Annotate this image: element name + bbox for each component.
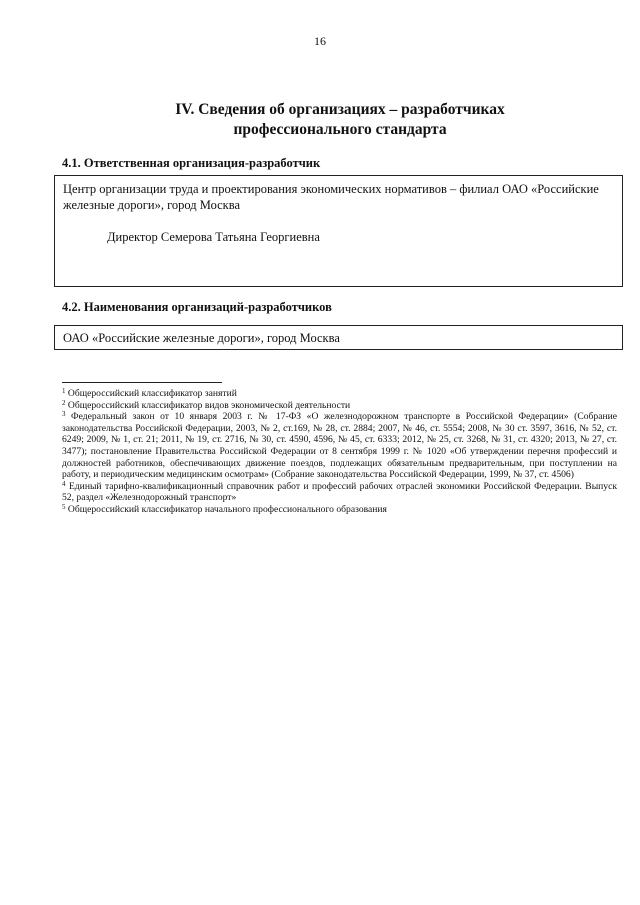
footnote-2 — [62, 400, 617, 412]
section-title — [60, 100, 620, 140]
section-title-line-2: профессионального стандарта — [233, 121, 447, 138]
footnote-3 — [62, 411, 617, 481]
footnote-text: Общероссийский классификатор занятий — [67, 388, 237, 399]
heading-responsible-organization: 4.1. Ответственная организация-разработчик — [62, 156, 321, 170]
footnote-mark: 5 — [62, 502, 66, 511]
director-name: Директор Семерова Татьяна Георгиевна — [107, 230, 320, 244]
footnote-text: Общероссийский классификатор начального профессионального образования — [67, 503, 387, 515]
section-title-line-1: IV. Сведения об организациях – разработчиках — [175, 101, 505, 118]
footnote-text: Единый тарифно-квалификационный справочник работ и профессий рабочих отраслей экономики Российской Федерации. Выпуск 52, раздел «Железнодорожный транспорт» — [62, 480, 617, 504]
footnote-5 — [62, 504, 617, 516]
responsible-organization-box — [54, 175, 623, 287]
developer-organizations-box — [54, 325, 623, 350]
footnote-4 — [62, 481, 617, 504]
footnote-mark: 2 — [62, 398, 66, 407]
footnote-separator — [62, 382, 222, 383]
footnote-mark: 1 — [62, 387, 66, 395]
responsible-organization-name: Центр организации труда и проектирования экономических нормативов – филиал ОАО «Российские железные дороги», город Москва — [63, 182, 599, 212]
heading-developer-organizations: 4.2. Наименования организаций-разработчиков — [62, 300, 332, 314]
footnotes — [62, 388, 617, 516]
footnote-mark: 4 — [62, 479, 66, 488]
developer-organization-name: ОАО «Российские железные дороги», город Москва — [63, 331, 340, 345]
footnote-1 — [62, 388, 617, 400]
footnote-text: Федеральный закон от 10 января 2003 г. № 17-ФЗ «О железнодорожном транспорте в Российской Федерации» (Собрание законодательства Российской Федерации, 2003, № 2, ст.169, № 28, ст. 2884; 2007, № 46, ст. 5554; 2008, № 30 ст. 3597, 3616, № 52, ст. 6249; 2009, № 1, ст. 21; 2011, № 19, ст. 2716, № 30, ст. 4590, 4596, № 45, ст. 6333; 2012, № 25, ст. 3268, № 31, ст. 4320; 2013, № 27, ст. 3477); постановление Правительства Российской Федерации от 8 сентября 1999 г. № 1020 «Об утверждении перечня профессий и должностей работников, обеспечивающих движение поездов, подлежащих обязательным предварительным, при поступлении на работу, и периодическим медицинским осмотрам» (Собрание законодательства Российской Федерации, 1999, № 37, ст. 4506) — [62, 411, 617, 481]
footnote-mark: 3 — [62, 410, 66, 419]
page-number: 16 — [314, 34, 326, 48]
footnote-text: Общероссийский классификатор видов экономической деятельности — [67, 399, 351, 411]
